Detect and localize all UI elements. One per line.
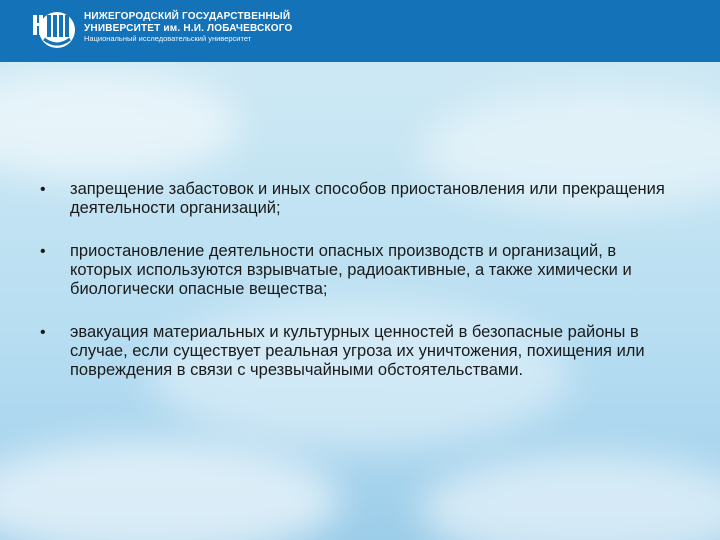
list-item	[40, 242, 680, 299]
university-name-line2: УНИВЕРСИТЕТ им. Н.И. ЛОБАЧЕВСКОГО	[84, 22, 293, 34]
university-subtitle: Национальный исследовательский университет	[84, 33, 252, 43]
bullet-marker: •	[40, 243, 46, 260]
list-item	[40, 180, 680, 218]
bullet-marker: •	[40, 181, 46, 198]
header-bar	[0, 0, 720, 62]
university-name-line1: НИЖЕГОРОДСКИЙ ГОСУДАРСТВЕННЫЙ	[84, 11, 291, 22]
unn-logo-icon	[30, 9, 76, 51]
list-item-text: запрещение забастовок и иных способов приостановления или прекращения деятельности организаций;	[70, 180, 665, 217]
list-item-text: приостановление деятельности опасных производств и организаций, в которых используются взрывчатые, радиоактивные, а также химически и биологически опасные вещества;	[70, 242, 632, 298]
list-item	[40, 323, 680, 380]
list-item-text: эвакуация материальных и культурных ценностей в безопасные районы в случае, если существует реальная угроза их уничтожения, похищения или повреждения в связи с чрезвычайными обстоятельствами.	[70, 323, 645, 379]
cloud-decoration	[420, 455, 720, 540]
bullet-marker: •	[40, 324, 46, 341]
university-name-block	[84, 11, 292, 43]
cloud-decoration	[0, 70, 240, 180]
bullet-list	[40, 180, 680, 404]
cloud-decoration	[0, 440, 340, 540]
